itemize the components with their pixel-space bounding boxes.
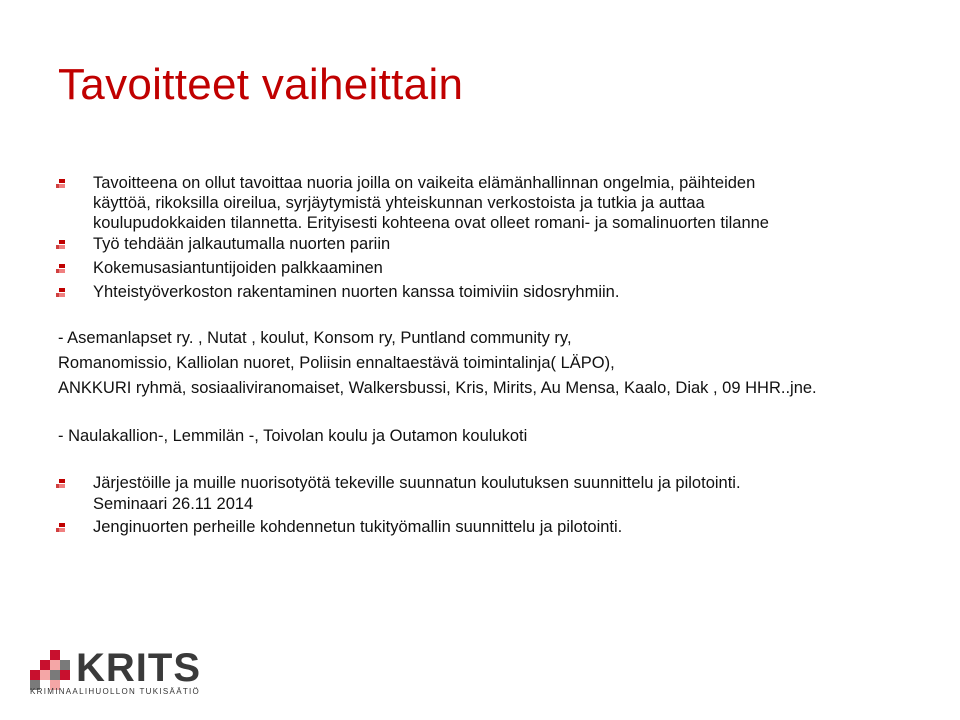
bullet-marker-icon	[56, 288, 66, 298]
slide-title: Tavoitteet vaiheittain	[58, 60, 464, 109]
krits-logo-wordmark: KRITS	[76, 646, 201, 690]
paragraph-line: ANKKURI ryhmä, sosiaaliviranomaiset, Walkersbussi, Kris, Mirits, Au Mensa, Kaalo, Diak , 09 HHR..jne.	[58, 379, 817, 397]
bullet-line: Järjestöille ja muille nuorisotyötä tekeville suunnatun koulutuksen suunnittelu ja pilotointi.	[93, 474, 741, 492]
bullet-marker-icon	[56, 240, 66, 250]
bullet-marker-icon	[56, 523, 66, 533]
bullet-line: Jenginuorten perheille kohdennetun tukityömallin suunnittelu ja pilotointi.	[93, 518, 623, 536]
paragraph-line: Romanomissio, Kalliolan nuoret, Poliisin ennaltaestävä toimintalinja( LÄPO),	[58, 354, 615, 372]
krits-logo-mark-icon	[30, 650, 70, 690]
bullet-line: Seminaari 26.11 2014	[93, 495, 254, 513]
bullet-line: Tavoitteena on ollut tavoittaa nuoria joilla on vaikeita elämänhallinnan ongelmia, päihteiden	[93, 174, 756, 192]
bullet-line: Yhteistyöverkoston rakentaminen nuorten kanssa toimiviin sidosryhmiin.	[93, 283, 620, 301]
krits-logo-subtitle: KRIMINAALIHUOLLON TUKISÄÄTIÖ	[30, 687, 201, 696]
bullet-line: Työ tehdään jalkautumalla nuorten pariin	[93, 235, 391, 253]
bullet-line: koulupudokkaiden tilannetta. Erityisesti kohteena ovat olleet romani- ja somalinuorten tilanne	[93, 214, 769, 232]
bullet-marker-icon	[56, 179, 66, 189]
paragraph-line: - Asemanlapset ry. , Nutat , koulut, Konsom ry, Puntland community ry,	[58, 329, 572, 347]
bullet-marker-icon	[56, 479, 66, 489]
bullet-line: Kokemusasiantuntijoiden palkkaaminen	[93, 259, 383, 277]
bullet-marker-icon	[56, 264, 66, 274]
bullet-line: käyttöä, rikoksilla oireilua, syrjäytymistä yhteiskunnan verkostoista ja tutkia ja auttaa	[93, 194, 705, 212]
schools-line: - Naulakallion-, Lemmilän -, Toivolan koulu ja Outamon koulukoti	[58, 427, 528, 445]
